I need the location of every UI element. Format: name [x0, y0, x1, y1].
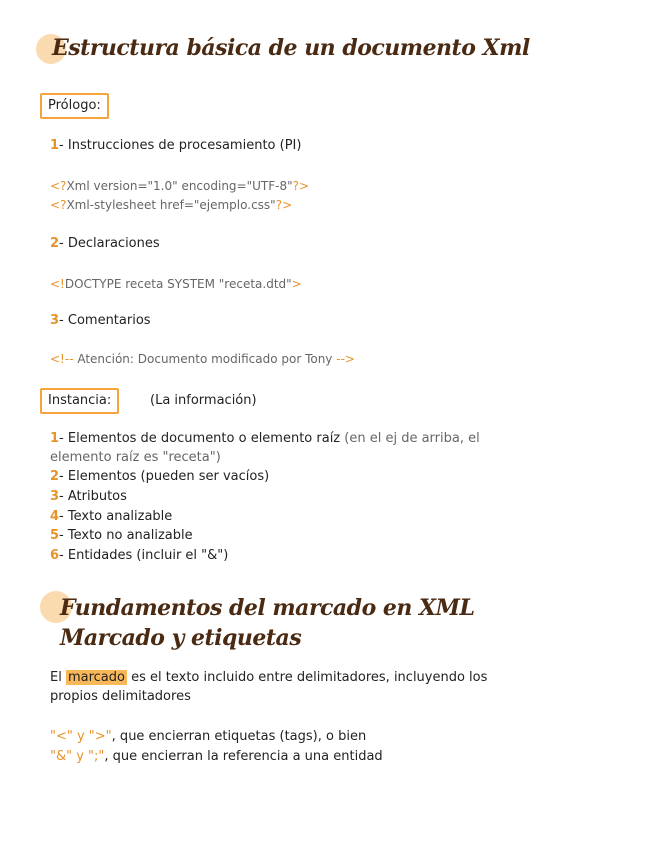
decl-text: - Declaraciones — [59, 236, 160, 251]
list-item — [50, 488, 127, 506]
code3-body: DOCTYPE receta SYSTEM "receta.dtd" — [64, 277, 292, 291]
code1-close: ?> — [292, 179, 310, 193]
p1-a: El — [50, 670, 66, 685]
item-note: (en el ej de arriba, el — [340, 431, 480, 446]
instancia-label: Instancia: — [40, 388, 119, 414]
code3-open: <! — [50, 277, 65, 291]
code2-open: <? — [50, 198, 67, 212]
section2-subtitle: Marcado y etiquetas — [60, 625, 302, 651]
item-text: - Texto no analizable — [59, 528, 193, 543]
code-line-3 — [50, 275, 302, 293]
code-line-1 — [50, 177, 309, 195]
item-note: (incluir el "&") — [132, 548, 229, 563]
list-item — [50, 430, 480, 448]
delimiter-line-1 — [50, 728, 366, 746]
code1-body: Xml version="1.0" encoding="UTF-8" — [66, 179, 293, 193]
decl-line — [50, 235, 160, 253]
item-text: - Texto analizable — [59, 509, 173, 524]
p1-b: es el texto incluido entre delimitadores, incluyendo los — [126, 670, 488, 685]
delimiter-symbols-2: "&" y ";" — [50, 749, 105, 764]
item-text: - Elementos — [59, 469, 137, 484]
item-text: - Atributos — [59, 489, 127, 504]
pi-text: - Instrucciones de procesamiento (PI) — [59, 138, 302, 153]
delimiter-symbols-1: "<" y ">" — [50, 729, 112, 744]
item-number: 5 — [50, 528, 60, 543]
item-number: 3 — [50, 489, 60, 504]
code4-body: Atención: Documento modificado por Tony — [73, 352, 337, 366]
list-item — [50, 449, 221, 467]
decl-number: 2 — [50, 236, 60, 251]
item-number: 4 — [50, 509, 60, 524]
list-item — [50, 468, 269, 486]
prologo-label: Prólogo: — [40, 93, 109, 119]
code4-close: --> — [336, 352, 355, 366]
delimiter-text-2: , que encierran la referencia a una entidad — [104, 749, 383, 764]
code-line-2 — [50, 196, 292, 214]
pi-number: 1 — [50, 138, 60, 153]
marcado-paragraph-line2: propios delimitadores — [50, 689, 191, 704]
item-text: - Elementos de documento o elemento raíz — [59, 431, 341, 446]
item-number: 1 — [50, 431, 60, 446]
section2-title: Fundamentos del marcado en XML — [60, 595, 475, 621]
code2-body: Xml-stylesheet href="ejemplo.css" — [66, 198, 276, 212]
list-item — [50, 527, 193, 545]
comment-text: - Comentarios — [59, 313, 151, 328]
item-text: elemento raíz es "receta") — [50, 450, 221, 465]
code4-open: <!-- — [50, 352, 74, 366]
code1-open: <? — [50, 179, 67, 193]
comment-line — [50, 312, 151, 330]
item-note: (pueden ser vacíos) — [136, 469, 270, 484]
item-text: - Entidades — [59, 548, 133, 563]
item-number: 6 — [50, 548, 60, 563]
pi-line — [50, 137, 301, 155]
delimiter-line-2 — [50, 748, 383, 766]
code2-close: ?> — [275, 198, 293, 212]
marcado-highlight: marcado — [67, 670, 125, 685]
section1-title: Estructura básica de un documento Xml — [52, 35, 530, 61]
marcado-paragraph-line1 — [50, 669, 487, 687]
comment-number: 3 — [50, 313, 60, 328]
instancia-note: (La información) — [150, 393, 257, 408]
delimiter-text-1: , que encierran etiquetas (tags), o bien — [111, 729, 367, 744]
code3-close: > — [291, 277, 302, 291]
list-item — [50, 508, 172, 526]
code-line-4 — [50, 350, 355, 368]
list-item — [50, 547, 228, 565]
item-number: 2 — [50, 469, 60, 484]
